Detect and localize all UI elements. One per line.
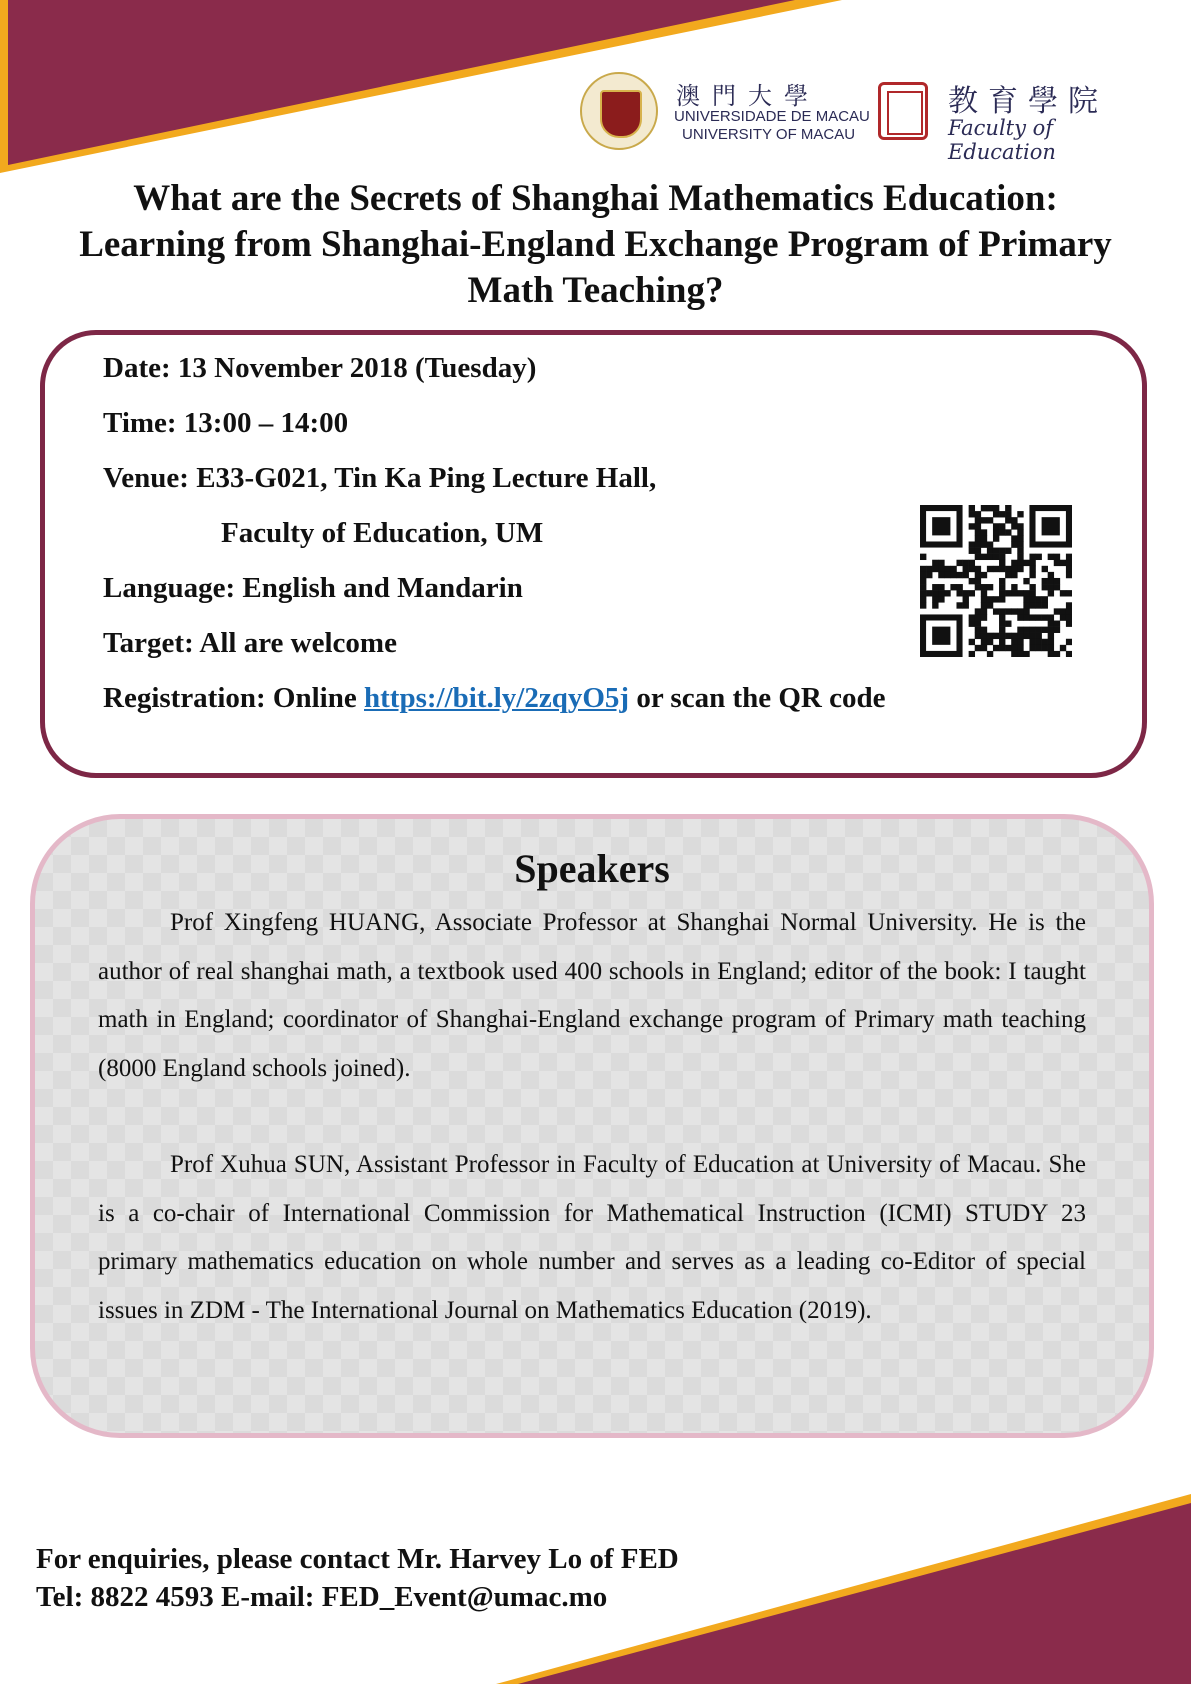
university-name-chinese: 澳門大學: [676, 82, 820, 110]
event-venue: Venue: E33-G021, Tin Ka Ping Lecture Hall,: [103, 462, 657, 494]
speaker-bio-sun: Prof Xuhua SUN, Assistant Professor in Faculty of Education at University of Macau. She is a co-chair of International Commission for Mathematical Instruction (ICMI) STUDY 23 primary mathematics education on whole number and serves as a leading co-Editor of special issues in ZDM - The International Journal on Mathematics Education (2019).: [98, 1151, 1086, 1324]
event-registration: [103, 681, 885, 715]
event-venue-line2: Faculty of Education, UM: [221, 517, 544, 549]
speakers-panel: [30, 814, 1154, 1438]
enquiries-contact: For enquiries, please contact Mr. Harvey Lo of FED: [36, 1543, 679, 1575]
registration-link[interactable]: https://bit.ly/2zqyO5j: [364, 682, 630, 714]
event-info-box: [40, 330, 1147, 778]
event-language: Language: English and Mandarin: [103, 572, 523, 604]
header-logos: [576, 68, 1156, 164]
faculty-name-english: Faculty of Education: [948, 116, 1056, 164]
event-target: Target: All are welcome: [103, 627, 397, 659]
registration-qr-code[interactable]: [920, 505, 1072, 657]
registration-suffix: or scan the QR code: [636, 682, 886, 714]
faculty-stamp-logo: [878, 82, 928, 140]
speakers-heading: Speakers: [514, 846, 670, 891]
speaker-bio-huang: Prof Xingfeng HUANG, Associate Professor at Shanghai Normal University. He is the author of real shanghai math, a textbook used 400 schools in England; editor of the book: I taught math in England; coordinator of Shanghai-England exchange program of Primary math teaching (8000 England schools joined).: [98, 909, 1086, 1082]
university-name-portuguese: UNIVERSIDADE DE MACAU: [674, 108, 870, 125]
enquiries-phone-email: Tel: 8822 4593 E-mail: FED_Event@umac.mo: [36, 1581, 608, 1613]
faculty-name-chinese: 教育學院: [948, 84, 1108, 119]
registration-label: Registration: Online: [103, 682, 357, 714]
event-title: What are the Secrets of Shanghai Mathematics Education: Learning from Shanghai-England Exchange Program of Primary Math Teaching?: [79, 178, 1112, 311]
university-name-english: UNIVERSITY OF MACAU: [682, 126, 856, 143]
event-time: Time: 13:00 – 14:00: [103, 407, 349, 439]
university-seal-logo: [580, 72, 658, 150]
event-date: Date: 13 November 2018 (Tuesday): [103, 352, 537, 384]
